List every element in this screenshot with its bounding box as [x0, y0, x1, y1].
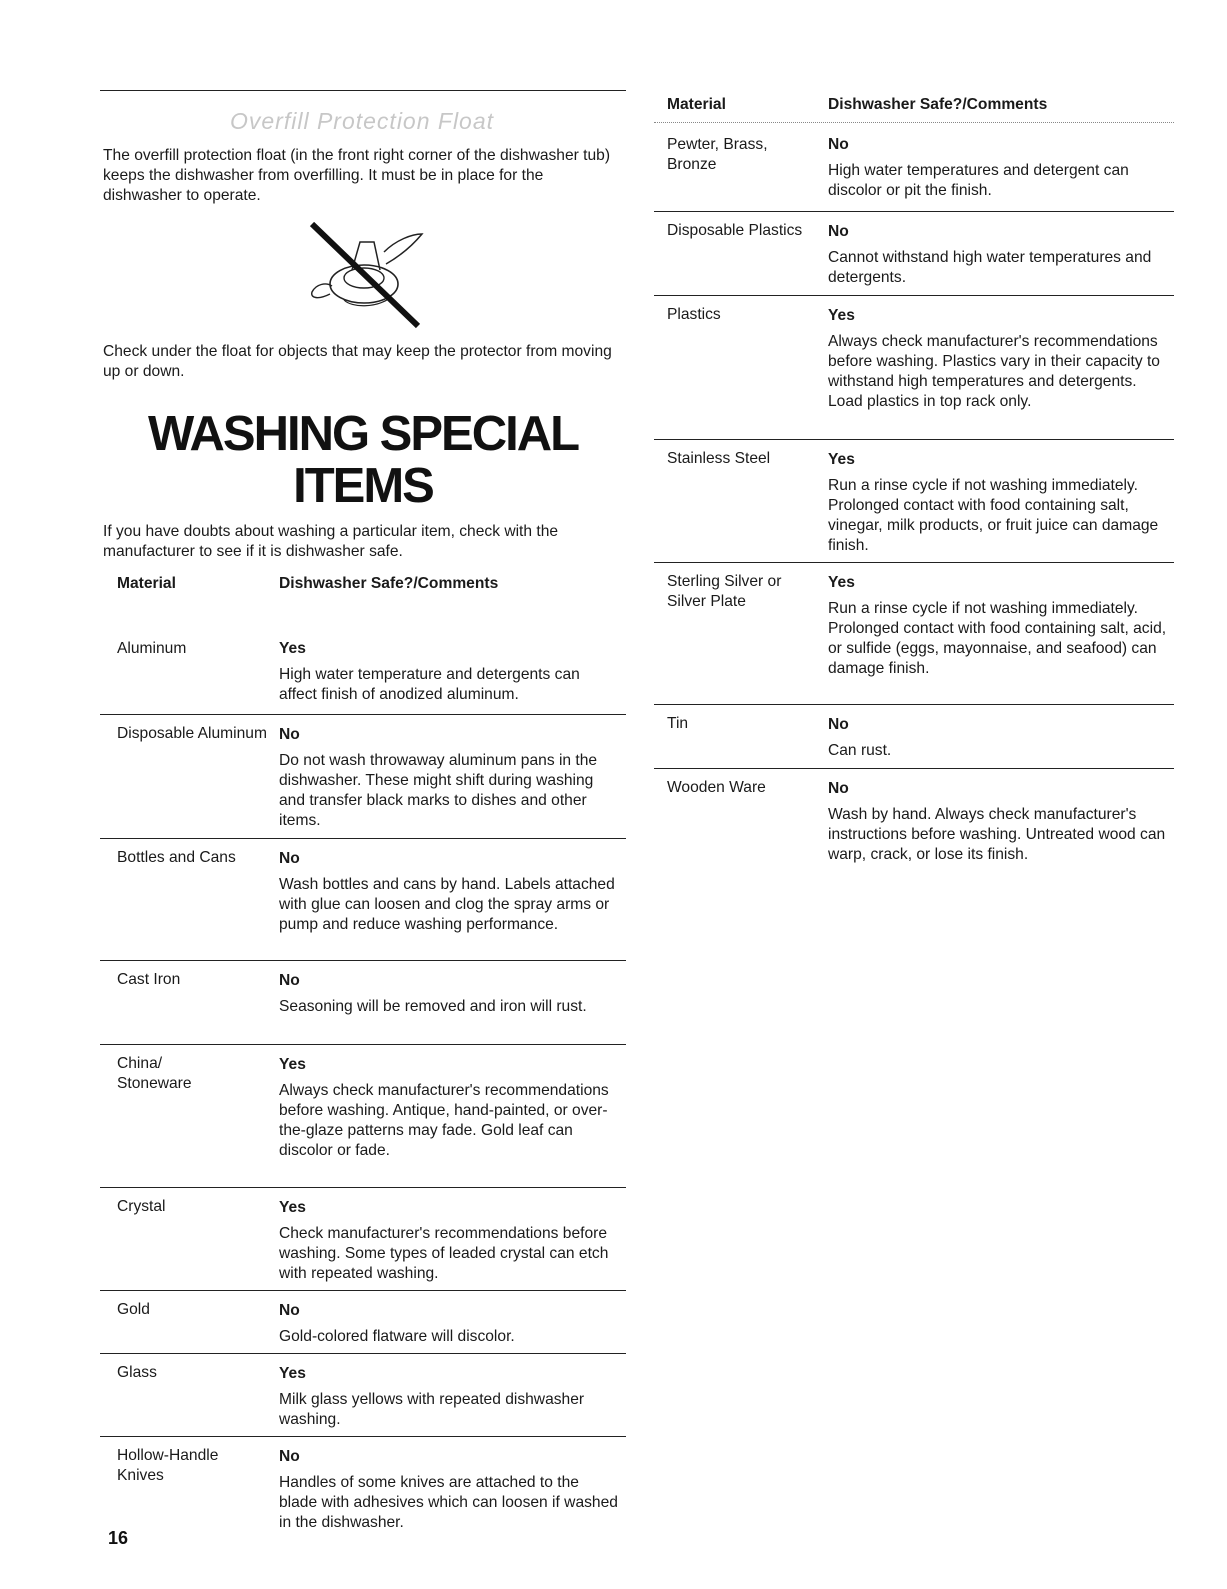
comment-text: Do not wash throwaway aluminum pans in the dishwasher. These might shift during washing and transfer black marks to dishes and other items.	[279, 752, 598, 829]
section-intro: If you have doubts about washing a particular item, check with the manufacturer to see if it is dishwasher safe.	[103, 523, 559, 560]
section-title-line-1: WASHING SPECIAL	[147, 407, 579, 461]
table-row	[100, 838, 626, 960]
comment-text: Handles of some knives are attached to the blade with adhesives which can loosen if washed in the dishwasher.	[279, 1474, 618, 1531]
safe-column-header: Dishwasher Safe?/Comments	[828, 96, 1048, 113]
comment-text: Can rust.	[828, 742, 892, 759]
safe-answer: Yes	[279, 1365, 306, 1382]
safe-answer: No	[828, 780, 849, 797]
table-row	[654, 122, 1174, 211]
material-name: Disposable Aluminum	[117, 725, 267, 742]
comment-text: Run a rinse cycle if not washing immediately. Prolonged contact with food containing salt, vinegar, milk products, or fruit juice can damage finish.	[828, 477, 1159, 554]
table-header	[654, 96, 1174, 122]
comment-text: Always check manufacturer's recommendations before washing. Plastics vary in their capacity to withstand high temperatures and detergents. Load plastics in top rack only.	[828, 333, 1160, 410]
section-title-line-2: ITEMS	[293, 459, 433, 513]
table-header	[100, 575, 626, 599]
safe-answer: Yes	[828, 451, 855, 468]
table-row	[654, 768, 1174, 889]
safe-answer: No	[279, 726, 300, 743]
table-row	[100, 960, 626, 1044]
table-row	[100, 1436, 626, 1539]
table-row	[654, 295, 1174, 439]
safe-answer: No	[279, 1448, 300, 1465]
comment-text: Check manufacturer's recommendations before washing. Some types of leaded crystal can etch with repeated washing.	[279, 1225, 609, 1282]
safe-answer: Yes	[279, 1056, 306, 1073]
material-name: Aluminum	[117, 640, 187, 657]
safe-answer: Yes	[828, 307, 855, 324]
safe-column-header: Dishwasher Safe?/Comments	[279, 575, 499, 592]
overfill-paragraph: The overfill protection float (in the front right corner of the dishwasher tub) keeps the dishwasher from overfilling. It must be in place for the dishwasher to operate.	[103, 147, 611, 204]
material-name: Stainless Steel	[667, 450, 771, 467]
table-row	[100, 714, 626, 838]
material-name: Hollow-Handle Knives	[117, 1447, 219, 1484]
material-column-header: Material	[667, 96, 726, 113]
overfill-heading: Overfill Protection Float	[230, 108, 495, 134]
right-materials-table	[654, 96, 1174, 889]
top-rule	[100, 90, 626, 91]
material-name: Cast Iron	[117, 971, 181, 988]
material-name: Wooden Ware	[667, 779, 766, 796]
safe-answer: No	[828, 223, 849, 240]
safe-answer: No	[279, 1302, 300, 1319]
comment-text: Wash bottles and cans by hand. Labels attached with glue can loosen and clog the spray arms or pump and reduce washing performance.	[279, 876, 615, 933]
material-column-header: Material	[117, 575, 176, 592]
table-row	[654, 704, 1174, 768]
material-name: Disposable Plastics	[667, 222, 803, 239]
comment-text: Wash by hand. Always check manufacturer's instructions before washing. Untreated wood can warp, crack, or lose its finish.	[828, 806, 1166, 863]
safe-answer: No	[828, 136, 849, 153]
material-name: Crystal	[117, 1198, 166, 1215]
material-name: Gold	[117, 1301, 150, 1318]
page-number: 16	[108, 1528, 129, 1548]
comment-text: High water temperatures and detergent can discolor or pit the finish.	[828, 162, 1129, 199]
table-row	[654, 211, 1174, 295]
table-row	[654, 562, 1174, 704]
comment-text: Seasoning will be removed and iron will rust.	[279, 998, 587, 1015]
table-row	[100, 1187, 626, 1290]
material-name: Tin	[667, 715, 689, 732]
float-check-paragraph: Check under the float for objects that may keep the protector from moving up or down.	[103, 343, 612, 380]
material-name: Plastics	[667, 306, 721, 323]
safe-answer: Yes	[828, 574, 855, 591]
comment-text: Milk glass yellows with repeated dishwasher washing.	[279, 1391, 585, 1428]
material-name: Sterling Silver or Silver Plate	[667, 573, 782, 610]
safe-answer: No	[828, 716, 849, 733]
safe-answer: No	[279, 850, 300, 867]
table-row	[100, 1290, 626, 1353]
table-row	[654, 439, 1174, 562]
comment-text: Run a rinse cycle if not washing immediately. Prolonged contact with food containing salt, acid, or sulfide (eggs, mayonnaise, and seafood) can damage finish.	[828, 600, 1167, 677]
safe-answer: Yes	[279, 640, 306, 657]
section-title	[100, 408, 626, 512]
comment-text: Gold-colored flatware will discolor.	[279, 1328, 515, 1345]
comment-text: Cannot withstand high water temperatures and detergents.	[828, 249, 1152, 286]
overfill-float-illustration	[300, 222, 440, 332]
material-name: Bottles and Cans	[117, 849, 236, 866]
material-name: Pewter, Brass, Bronze	[667, 136, 768, 173]
comment-text: Always check manufacturer's recommendations before washing. Antique, hand-painted, or over-the-glaze patterns may fade. Gold leaf can discolor or fade.	[279, 1082, 609, 1159]
table-row	[100, 1044, 626, 1187]
comment-text: High water temperature and detergents can affect finish of anodized aluminum.	[279, 666, 580, 703]
safe-answer: No	[279, 972, 300, 989]
left-materials-table	[100, 575, 626, 1539]
material-name: Glass	[117, 1364, 157, 1381]
table-row	[100, 1353, 626, 1436]
table-row	[100, 599, 626, 714]
safe-answer: Yes	[279, 1199, 306, 1216]
material-name: China/ Stoneware	[117, 1055, 192, 1092]
